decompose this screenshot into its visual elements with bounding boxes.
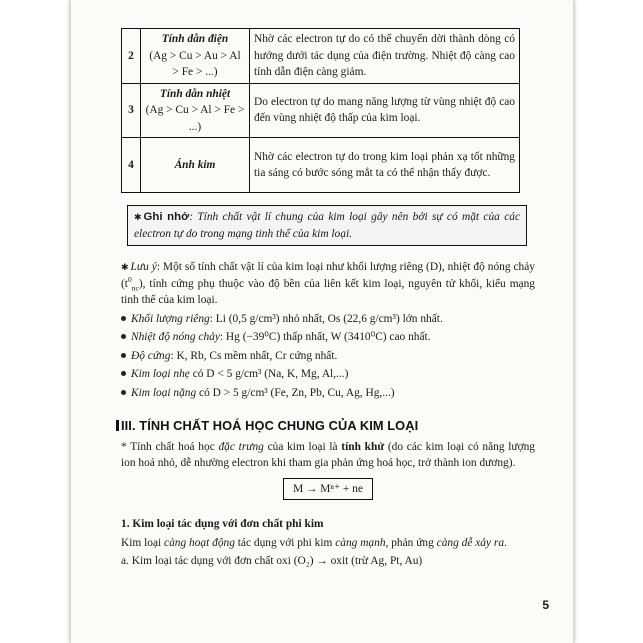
physical-properties-table <box>121 28 520 193</box>
intro-text: của kim loại là <box>263 440 342 453</box>
fact-key: Kim loại nặng <box>131 386 197 399</box>
equation-wrapper <box>121 478 535 501</box>
star-bullet-icon: ✱ <box>121 262 129 272</box>
property-name <box>141 83 250 138</box>
property-name <box>141 138 250 193</box>
fact-text: có D > 5 g/cm³ (Fe, Zn, Pb, Cu, Ag, Hg,...) <box>196 386 395 399</box>
property-description: Nhờ các electron tự do trong kim loại phản xạ tốt những tia sáng có bước sóng mắt ta có thể nhận thấy được. <box>250 138 520 193</box>
note-sub: nc <box>131 282 139 292</box>
fact-text: có D < 5 g/cm³ (Na, K, Mg, Al,...) <box>189 368 349 380</box>
sub-emphasis: càng mạnh <box>335 536 386 549</box>
fact-text: : Hg (−39⁰C) thấp nhất, W (3410⁰C) cao nhất. <box>219 331 431 343</box>
list-item <box>121 329 535 346</box>
sub-text: . <box>504 536 507 549</box>
intro-strong: tính khử <box>341 440 385 453</box>
note-sup: 0 <box>127 274 132 284</box>
sub-text: tác dụng với phi kim <box>234 536 336 549</box>
heading-bar-icon <box>116 420 119 431</box>
fact-key: Độ cứng <box>131 349 171 362</box>
property-title: Tính dẫn nhiệt <box>159 87 231 100</box>
remember-box <box>127 205 527 246</box>
table-row <box>122 138 520 193</box>
page-number: 5 <box>542 598 549 612</box>
list-item <box>121 385 535 402</box>
row-number: 3 <box>122 83 141 138</box>
oxygen-reaction-line: a. Kim loại tác dụng với đơn chất oxi (O₂) → oxit (trừ Ag, Pt, Au) <box>121 555 423 567</box>
facts-list <box>121 311 535 402</box>
note-text-1: : Một số tính chất vật lí của kim loại như khối lượng riêng (D), nhiệt độ nóng chảy (t <box>121 261 535 290</box>
subsection-title: 1. Kim loại tác dụng với đơn chất phi kim <box>121 518 324 530</box>
page-content <box>121 28 535 570</box>
property-order: (Ag > Cu > Au > Al > Fe > ...) <box>149 49 241 78</box>
table-row <box>122 83 520 138</box>
fact-key: Kim loại nhẹ <box>131 368 190 380</box>
note-text-2: ), tính cứng phụ thuộc vào độ bền của liên kết kim loại, nguyên tử khối, kiểu mạng tinh thể của kim loại. <box>121 277 535 306</box>
sub-text: , phản ứng <box>385 536 437 549</box>
star-bullet-icon: ✱ <box>134 212 142 222</box>
property-description: Nhờ các electron tự do có thể chuyển dời thành dòng có hướng dưới tác dụng của điện trường. Nhiệt độ càng cao tính dẫn điện càng giảm. <box>250 29 520 84</box>
row-number: 4 <box>122 138 141 193</box>
fact-key: Khối lượng riêng <box>131 312 210 325</box>
sub-text: Kim loại <box>121 536 165 549</box>
row-number: 2 <box>122 29 141 84</box>
table-row <box>122 29 520 84</box>
sub-emphasis: càng dễ xảy ra <box>436 536 505 549</box>
section-intro <box>121 439 535 472</box>
intro-emphasis: đặc trưng <box>218 440 264 453</box>
property-title: Tính dẫn điện <box>161 33 229 45</box>
intro-text: * Tính chất hoá học <box>121 440 219 453</box>
fact-text: : Li (0,5 g/cm³) nhỏ nhất, Os (22,6 g/cm³) lớn nhất. <box>209 312 443 325</box>
bullet-icon <box>121 353 126 358</box>
bullet-icon <box>121 334 126 339</box>
note-label: Lưu ý <box>130 261 157 273</box>
property-description: Do electron tự do mang năng lượng từ vùng nhiệt độ cao đến vùng nhiệt độ thấp của kim loại. <box>250 83 520 138</box>
intro-text: (do các kim loại có năng lượng ion hoá nhỏ, dễ nhường electron khi tham gia phản ứng hoá học, trở thành ion dương). <box>121 440 535 469</box>
sub-emphasis: càng hoạt động <box>164 536 235 549</box>
oxidation-equation: M → Mⁿ⁺ + ne <box>283 478 373 501</box>
list-item <box>121 311 535 328</box>
section-title: III. TÍNH CHẤT HOÁ HỌC CHUNG CỦA KIM LOẠI <box>121 418 419 433</box>
bullet-icon <box>121 390 126 395</box>
list-item <box>121 366 535 383</box>
bullet-icon <box>121 371 126 376</box>
book-page <box>70 0 574 643</box>
subsection-paragraph <box>121 535 535 552</box>
fact-key: Nhiệt độ nóng chảy <box>131 331 220 343</box>
section-heading <box>116 418 535 435</box>
list-item <box>121 348 535 365</box>
fact-text: : K, Rb, Cs mềm nhất, Cr cứng nhất. <box>170 349 338 362</box>
remember-text: : Tính chất vật lí chung của kim loại gây nên bởi sự có mặt của các electron tự do trong mạng tinh thể của kim loại. <box>134 211 520 240</box>
bullet-icon <box>121 316 126 321</box>
property-title: Ánh kim <box>174 158 216 171</box>
remember-label: Ghi nhớ <box>143 211 190 223</box>
note-paragraph <box>121 259 535 309</box>
property-name <box>141 29 250 84</box>
property-order: (Ag > Cu > Al > Fe > ...) <box>145 104 245 133</box>
